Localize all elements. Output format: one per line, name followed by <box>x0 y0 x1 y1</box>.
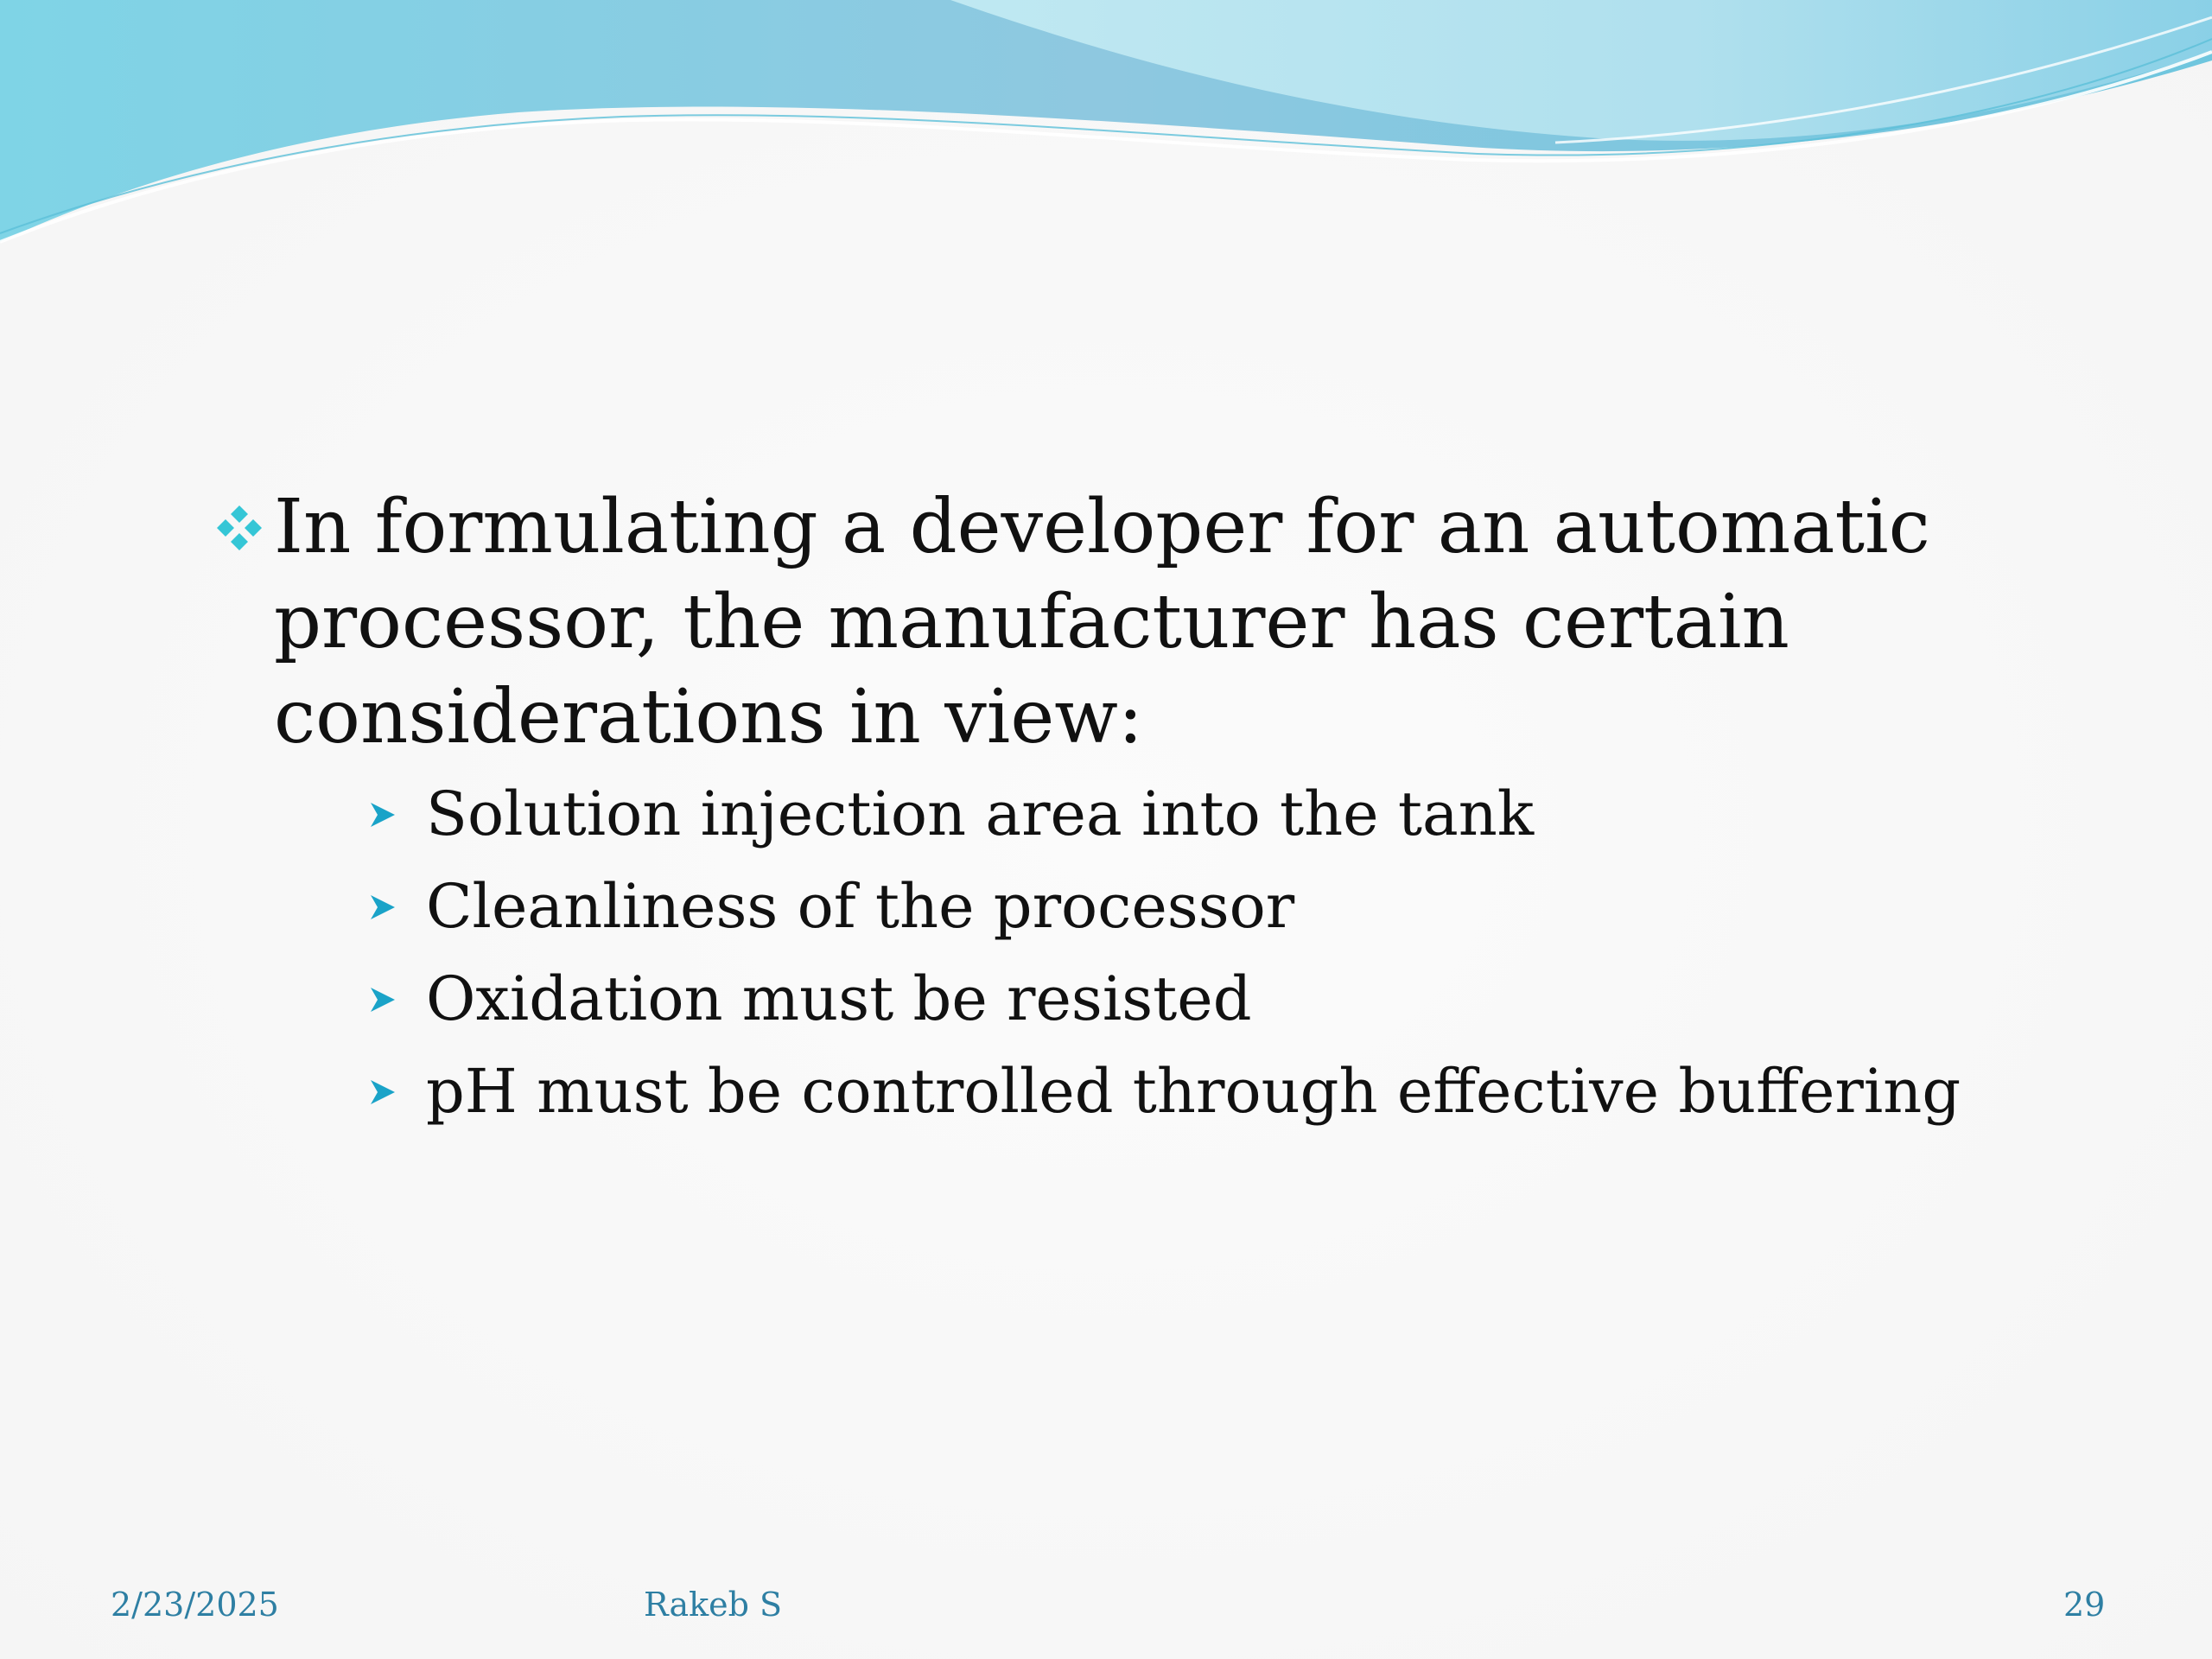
arrowhead-icon <box>367 892 398 923</box>
arrowhead-icon <box>367 1077 398 1108</box>
header-wave-decoration <box>0 0 2212 276</box>
four-diamond-icon <box>212 500 267 556</box>
sub-bullet-text: Solution injection area into the tank <box>426 779 1535 849</box>
main-bullet <box>212 480 1940 765</box>
sub-bullet-text: Cleanliness of the processor <box>426 871 1295 942</box>
footer-author: Rakeb S <box>644 1586 783 1624</box>
arrowhead-icon <box>367 984 398 1015</box>
arrowhead-icon <box>367 799 398 830</box>
list-item <box>367 953 1940 1046</box>
main-bullet-text: In formulating a developer for an automatic processor, the manufacturer has certain considerations in view: <box>274 484 1930 760</box>
sub-bullet-list <box>367 768 1961 1138</box>
list-item <box>367 861 1940 953</box>
footer-date: 2/23/2025 <box>111 1586 279 1624</box>
sub-bullet-text: Oxidation must be resisted <box>426 963 1252 1034</box>
slide-content <box>212 480 1961 1138</box>
list-item <box>367 768 1940 861</box>
page-number: 29 <box>2063 1586 2106 1624</box>
list-item <box>367 1046 1961 1138</box>
sub-bullet-text: pH must be controlled through effective buffering <box>426 1056 1961 1127</box>
